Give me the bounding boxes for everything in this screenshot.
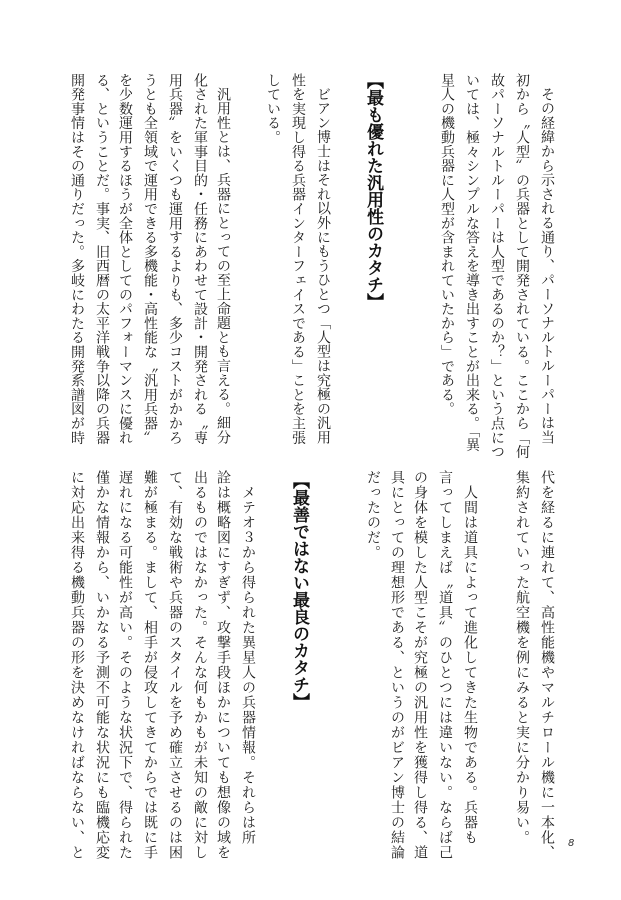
text-line: 化された軍事目的・任務にあわせて設計・開発される〝専 [192, 73, 208, 445]
text-line: の身体を模した人型こそが究極の汎用性を獲得し得る、道 [412, 470, 428, 860]
text-line: 汎用性とは、兵器にとっての至上命題とも言える。細分 [215, 87, 231, 445]
text-line: だったのだ。 [365, 470, 381, 560]
text-line: 集約されていった航空機を例にみると実に分かり易い。 [514, 470, 530, 845]
text-line: うとも全領域で運用できる多機能・高性能な〝汎用兵器〟 [142, 73, 158, 445]
text-line: 用兵器〟をいくつも運用するよりも、多少コストがかかろ [167, 73, 183, 445]
text-line: 出るものではなかった。そんな何もかもが未知の敵に対し [192, 470, 208, 860]
text-line: 詮は概略図にすぎず、攻撃手段ほかについても想像の域を [215, 470, 231, 860]
section-heading-versatility: 【最も優れた汎用性のカタチ】 [363, 72, 383, 310]
text-line: 初から〝人型〟の兵器として開発されている。ここから「何 [514, 73, 530, 460]
text-line: 星人の機動兵器に人型が含まれていたから」である。 [439, 73, 455, 417]
text-line: る、ということだ。事実、旧西暦の太平洋戦争以降の兵器 [94, 73, 110, 445]
text-line: 難が極まる。まして、相手が侵攻してきてからでは既に手 [142, 470, 158, 860]
text-line: メテオ３から得られた異星人の兵器情報。それらは所 [240, 485, 256, 845]
text-line: 代を経るに連れて、高性能機やマルチロール機に一本化、 [539, 470, 555, 860]
text-line: 性を実現し得る兵器インターフェイスである」ことを主張 [290, 73, 306, 445]
text-line: 遅れになる可能性が高い。そのような状況下で、得られた [117, 470, 133, 860]
page-number: 8 [568, 838, 575, 849]
text-line: 故パーソナルトルーパーは人型であるのか？」という点につ [489, 73, 505, 460]
text-line: て、有効な戦術や兵器のスタイルを予め確立させるのは困 [167, 470, 183, 860]
text-line: 言ってしまえば〝道具〟のひとつには違いない。ならば己 [437, 470, 453, 860]
section-heading-best-not-optimal: 【最善ではない最良のカタチ】 [289, 472, 309, 710]
text-line: 具にとっての理想形である、というのがビアン博士の結論 [389, 470, 405, 860]
text-line: 開発事情はその通りだった。多岐にわたる開発系譜図が時 [69, 73, 85, 445]
text-line: ビアン博士はそれ以外にもうひとつ「人型は究極の汎用 [315, 87, 331, 445]
text-line: を少数運用するほうが全体としてのパフォーマンスに優れ [117, 73, 133, 445]
text-line: している。 [265, 73, 281, 145]
text-line: 僅かな情報から、いかなる予測不可能な状況にも臨機応変 [94, 470, 110, 860]
text-line: いては、極々シンプルな答えを導き出すことが出来る。「異 [464, 73, 480, 453]
text-line: その経緯から示される通り、パーソナルトルーパーは当 [539, 87, 555, 445]
text-line: 人間は道具によって進化してきた生物である。兵器も [462, 485, 478, 845]
text-line: に対応出来得る機動兵器の形を決めなければならない、と [69, 470, 85, 860]
